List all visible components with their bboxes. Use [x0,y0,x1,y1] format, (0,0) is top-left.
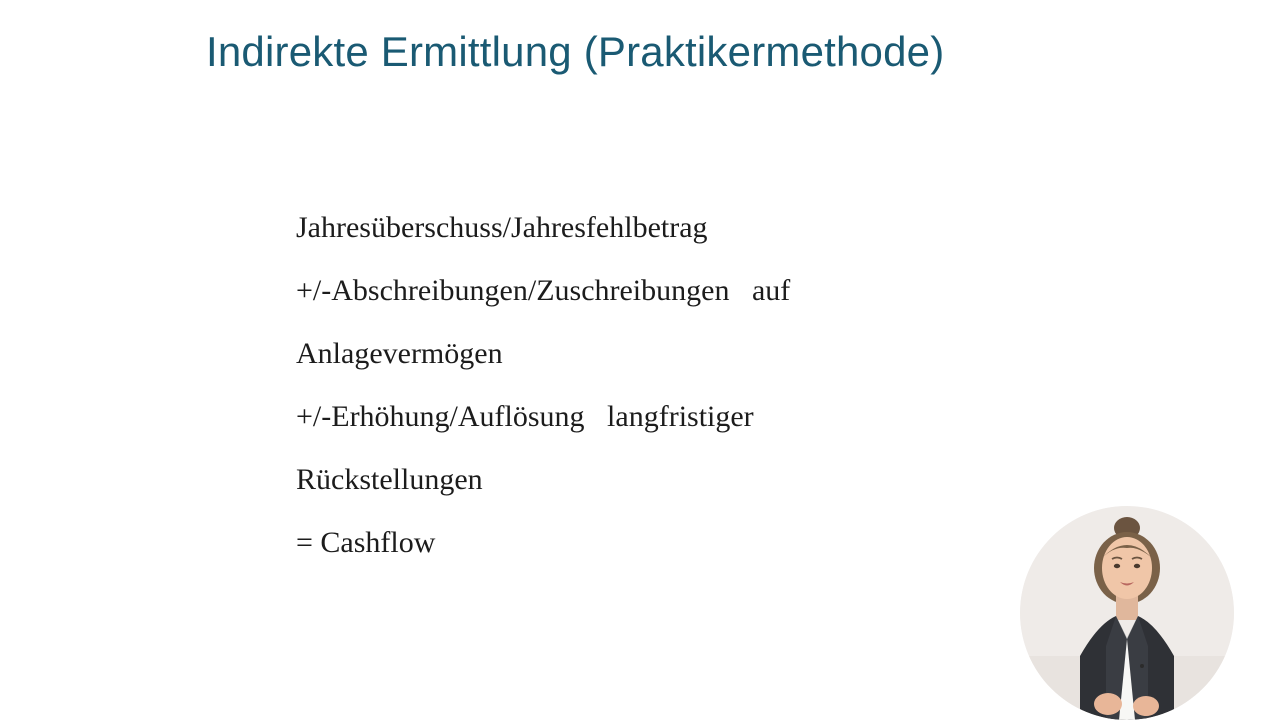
body-line: = Cashflow [296,526,436,559]
presenter-video-thumbnail[interactable] [1020,506,1234,720]
body-line: Anlagevermögen [296,337,503,370]
body-line: Rückstellungen [296,463,483,496]
body-line: Jahresüberschuss/Jahresfehlbetrag [296,211,708,244]
body-line: +/-Abschreibungen/Zuschreibungen auf [296,274,791,307]
body-line: +/-Erhöhung/Auflösung langfristiger [296,400,754,433]
slide-body [296,196,1056,574]
page-title: Indirekte Ermittlung (Praktikermethode) [206,28,945,75]
